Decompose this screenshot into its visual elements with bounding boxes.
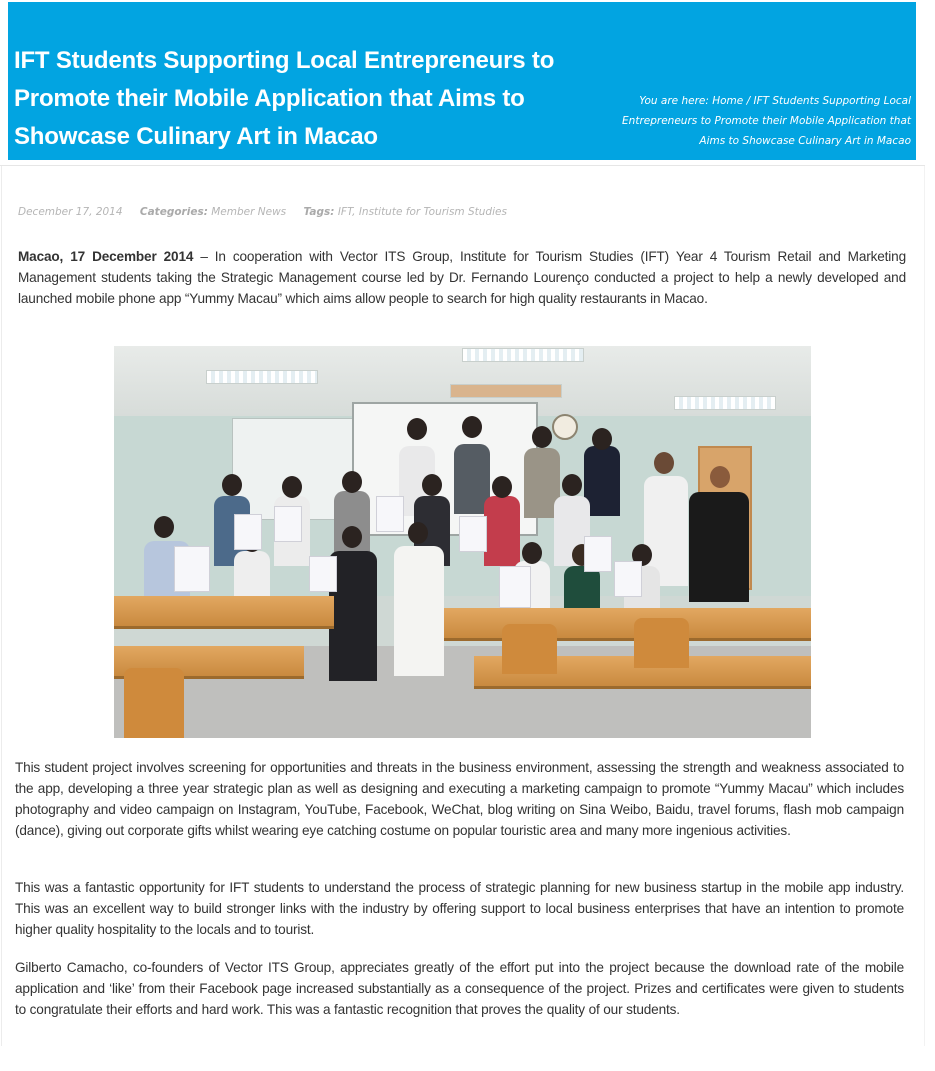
category-link[interactable]: Member News bbox=[211, 206, 287, 218]
breadcrumb-current: IFT Students Supporting Local Entrepreneurs to Promote their Mobile Application that Aims to Showcase Culinary Art in Macao bbox=[622, 95, 911, 147]
breadcrumb bbox=[611, 91, 911, 151]
ceiling-light bbox=[462, 348, 584, 362]
person-head bbox=[422, 474, 442, 496]
categories-label: Categories: bbox=[139, 206, 208, 218]
person-head bbox=[532, 426, 552, 448]
page-title: IFT Students Supporting Local Entrepreneurs to Promote their Mobile Application that Aims to Showcase Culinary Art in Macao bbox=[14, 47, 555, 150]
person-head bbox=[407, 418, 427, 440]
group-photo bbox=[114, 346, 811, 738]
clock-icon bbox=[552, 414, 578, 440]
person-head bbox=[282, 476, 302, 498]
person-head bbox=[492, 476, 512, 498]
post-meta bbox=[18, 206, 507, 218]
certificate bbox=[499, 566, 531, 608]
person-head bbox=[408, 522, 428, 544]
certificate bbox=[459, 516, 487, 552]
certificate bbox=[584, 536, 612, 572]
person-head bbox=[342, 471, 362, 493]
breadcrumb-separator: / bbox=[746, 95, 751, 107]
article-lead-text: – In cooperation with Vector ITS Group, Institute for Tourism Studies (IFT) Year 4 Tourism Retail and Marketing Management students taking the Strategic Management course led by Dr. Fernando Lourenço conducted a project to help a newly developed and launched mobile phone app “Yummy Macau” which aims allow people to search for high quality restaurants in Macao. bbox=[18, 249, 906, 306]
person bbox=[484, 496, 520, 566]
certificate bbox=[274, 506, 302, 542]
article-lead-paragraph bbox=[18, 246, 906, 309]
person-head bbox=[154, 516, 174, 538]
person-head bbox=[592, 428, 612, 450]
ceiling-light bbox=[450, 384, 562, 398]
breadcrumb-prefix: You are here: bbox=[639, 95, 709, 107]
person-head bbox=[562, 474, 582, 496]
desk bbox=[444, 608, 811, 641]
ceiling-light bbox=[674, 396, 776, 410]
tag-link[interactable]: IFT bbox=[337, 206, 353, 218]
article-paragraph: This was a fantastic opportunity for IFT students to understand the process of strategic planning for new business startup in the mobile app industry. This was an excellent way to build stronger links with the industry by offering support to local business enterprises that have an intention to promote higher quality hospitality to the locals and to tourist. bbox=[15, 880, 904, 937]
certificate bbox=[309, 556, 337, 592]
certificate bbox=[376, 496, 404, 532]
article-paragraph: Gilberto Camacho, co-founders of Vector ITS Group, appreciates greatly of the effort put into the project because the download rate of the mobile application and ‘like’ from their Facebook page increased substantially as a consequence of the project. Prizes and certificates were given to students to congratulate their efforts and hard work. This was a fantastic recognition that proves the quality of our students. bbox=[15, 960, 904, 1017]
person-head bbox=[342, 526, 362, 548]
person bbox=[394, 546, 444, 676]
person-head bbox=[522, 542, 542, 564]
person-head bbox=[222, 474, 242, 496]
desk bbox=[114, 596, 334, 629]
breadcrumb-home-link[interactable]: Home bbox=[712, 95, 744, 107]
ceiling-light bbox=[206, 370, 318, 384]
tag-separator: , bbox=[352, 206, 356, 218]
tags-label: Tags: bbox=[303, 206, 335, 218]
person-head bbox=[462, 416, 482, 438]
chair bbox=[634, 618, 689, 668]
post-date: December 17, 2014 bbox=[18, 206, 123, 218]
certificate bbox=[234, 514, 262, 550]
chair bbox=[502, 624, 557, 674]
person-head bbox=[710, 466, 730, 488]
tag-link[interactable]: Institute for Tourism Studies bbox=[358, 206, 507, 218]
certificate bbox=[174, 546, 210, 592]
article-dateline: Macao, 17 December 2014 bbox=[18, 249, 194, 264]
certificate bbox=[614, 561, 642, 597]
person-head bbox=[654, 452, 674, 474]
person bbox=[689, 492, 749, 602]
page-header bbox=[8, 2, 916, 160]
article-paragraph: This student project involves screening for opportunities and threats in the business environment, assessing the strength and weakness associated to the app, developing a three year strategic plan as well as designing and executing a marketing campaign to promote “Yummy Macau” which includes photography and video campaign on Instagram, YouTube, Facebook, WeChat, blog writing on Sina Weibo, Baidu, travel forums, flash mob campaign (dance), giving out corporate gifts whilst wearing eye catching costume on popular touristic area and many more ingenious activities. bbox=[15, 760, 904, 838]
chair bbox=[124, 668, 184, 738]
